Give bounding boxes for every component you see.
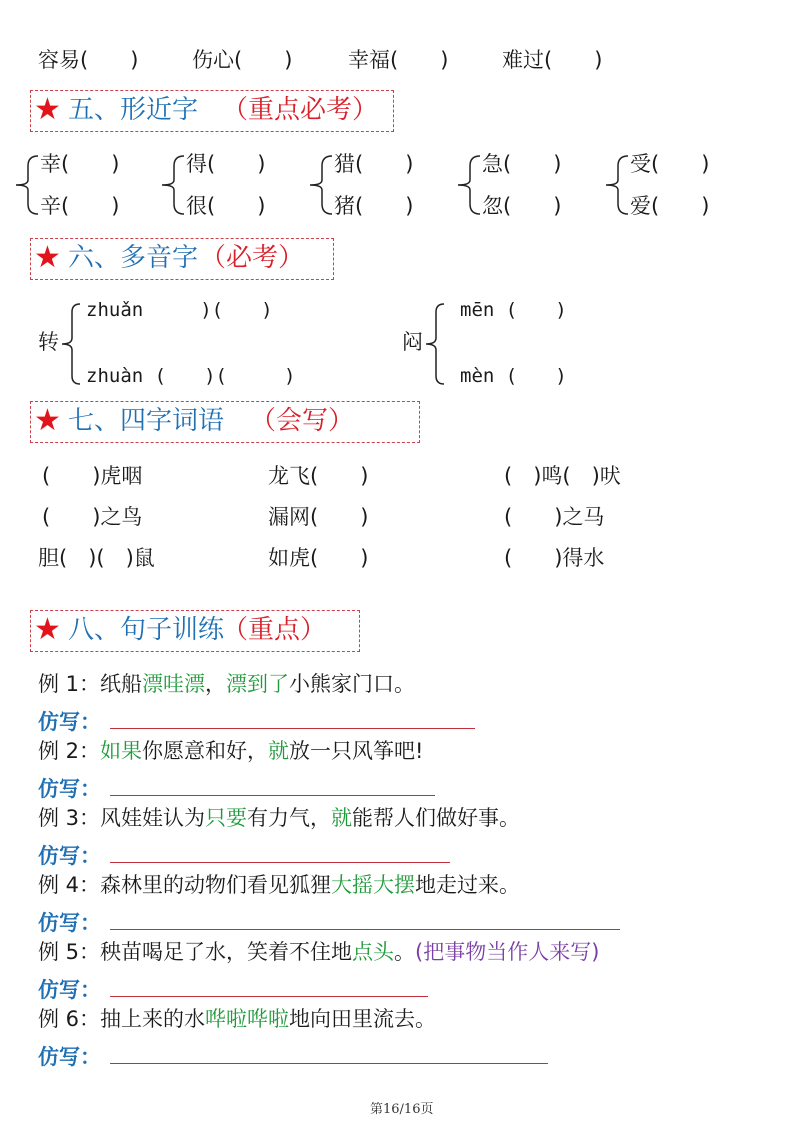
sentence-text: 秧苗喝足了水，笑着不住地: [100, 940, 353, 964]
highlight-phrase: 如果: [100, 739, 143, 763]
answer-line[interactable]: [110, 862, 450, 863]
highlight-phrase: 只要: [205, 806, 248, 830]
pair-4-bottom: 忽( ): [482, 194, 562, 218]
idiom-1-2: 龙飞( ): [268, 464, 369, 488]
highlight-phrase: 漂到了: [226, 672, 290, 696]
pair-5-bottom: 爱( ): [630, 194, 710, 218]
sentence-text: 你愿意和好，: [142, 739, 269, 763]
section-7-tag: （会写）: [250, 406, 355, 436]
highlight-phrase: 大摇大摆: [331, 873, 416, 897]
brace-icon: [602, 152, 632, 218]
copy-label: 仿写：: [38, 710, 101, 734]
answer-line[interactable]: [110, 1063, 548, 1064]
section-6-title: 六、多音字: [68, 243, 199, 273]
idiom-3-2: 如虎( ): [268, 546, 369, 570]
brace-icon: [454, 152, 484, 218]
highlight-phrase: 就: [268, 739, 290, 763]
poly-char-men: 闷: [402, 330, 423, 354]
brace-icon: [306, 152, 336, 218]
page-footer: 第16/16页: [370, 1102, 434, 1117]
idiom-3-3: ( )得水: [504, 546, 605, 570]
example-label: 例 5：: [38, 940, 101, 964]
sentence-text: 风娃娃认为: [100, 806, 206, 830]
star-icon: ★: [34, 240, 61, 275]
word-3: 幸福( ): [348, 48, 449, 72]
section-6-tag: （必考）: [200, 243, 305, 273]
sentence-text: 小熊家门口。: [289, 672, 416, 696]
pair-3-bottom: 猪( ): [334, 194, 414, 218]
answer-line[interactable]: [110, 795, 435, 796]
example-sentence: [38, 739, 423, 763]
brace-icon: [158, 152, 188, 218]
example-sentence: [38, 672, 415, 696]
sentence-text: 地向田里流去。: [289, 1007, 437, 1031]
word-2: 伤心( ): [192, 48, 293, 72]
word-1: 容易( ): [38, 48, 139, 72]
pair-5-top: 受( ): [630, 152, 710, 176]
copy-label: 仿写：: [38, 844, 101, 868]
idiom-2-3: ( )之马: [504, 505, 605, 529]
sentence-text: ，: [205, 672, 227, 696]
brace-icon: [424, 300, 448, 388]
copy-label: 仿写：: [38, 911, 101, 935]
example-label: 例 6：: [38, 1007, 101, 1031]
highlight-phrase: 漂哇漂: [142, 672, 206, 696]
example-label: 例 1：: [38, 672, 101, 696]
example-sentence: [38, 806, 520, 830]
pair-2-top: 得( ): [186, 152, 266, 176]
example-label: 例 4：: [38, 873, 101, 897]
highlight-phrase: 点头: [352, 940, 395, 964]
brace-icon: [60, 300, 84, 388]
idiom-1-1: ( )虎咽: [42, 464, 143, 488]
copy-label: 仿写：: [38, 978, 101, 1002]
star-icon: ★: [34, 612, 61, 647]
copy-label: 仿写：: [38, 1045, 101, 1069]
pair-2-bottom: 很( ): [186, 194, 266, 218]
answer-line[interactable]: [110, 728, 475, 729]
sentence-text: 抽上来的水: [100, 1007, 206, 1031]
sentence-text: 有力气，: [247, 806, 332, 830]
star-icon: ★: [34, 403, 61, 438]
section-7-title: 七、四字词语: [68, 406, 225, 436]
section-8-tag: （重点）: [222, 615, 327, 645]
section-5-title: 五、形近字: [68, 95, 199, 125]
star-icon: ★: [34, 92, 61, 127]
example-sentence: [38, 873, 520, 897]
idiom-3-1: 胆( )( )鼠: [38, 546, 155, 570]
sentence-text: 森林里的动物们看见狐狸: [100, 873, 332, 897]
section-5-tag: （重点必考）: [222, 95, 379, 125]
example-label: 例 3：: [38, 806, 101, 830]
highlight-phrase: (把事物当作人来写): [415, 940, 600, 964]
highlight-phrase: 哗啦哗啦: [205, 1007, 290, 1031]
poly-men-r1: mēn ( ): [460, 299, 567, 321]
section-8-title: 八、句子训练: [68, 615, 225, 645]
word-4: 难过( ): [502, 48, 603, 72]
sentence-text: 地走过来。: [415, 873, 521, 897]
poly-zhuan-r2: zhuàn ( )( ): [86, 365, 296, 387]
example-label: 例 2：: [38, 739, 101, 763]
answer-line[interactable]: [110, 996, 428, 997]
poly-char-zhuan: 转: [38, 330, 59, 354]
idiom-2-2: 漏网( ): [268, 505, 369, 529]
pair-3-top: 猎( ): [334, 152, 414, 176]
poly-men-r2: mèn ( ): [460, 365, 567, 387]
pair-4-top: 急( ): [482, 152, 562, 176]
answer-line[interactable]: [110, 929, 620, 930]
sentence-text: 纸船: [100, 672, 143, 696]
brace-icon: [12, 152, 42, 218]
copy-label: 仿写：: [38, 777, 101, 801]
idiom-2-1: ( )之鸟: [42, 505, 143, 529]
example-sentence: [38, 940, 599, 964]
sentence-text: 能帮人们做好事。: [352, 806, 521, 830]
idiom-1-3: ( )鸣( )吠: [504, 464, 621, 488]
sentence-text: 放一只风筝吧!: [289, 739, 424, 763]
sentence-text: 。: [394, 940, 416, 964]
pair-1-bottom: 辛( ): [40, 194, 120, 218]
pair-1-top: 幸( ): [40, 152, 120, 176]
highlight-phrase: 就: [331, 806, 353, 830]
poly-zhuan-r1: zhuǎn )( ): [86, 299, 273, 321]
example-sentence: [38, 1007, 436, 1031]
